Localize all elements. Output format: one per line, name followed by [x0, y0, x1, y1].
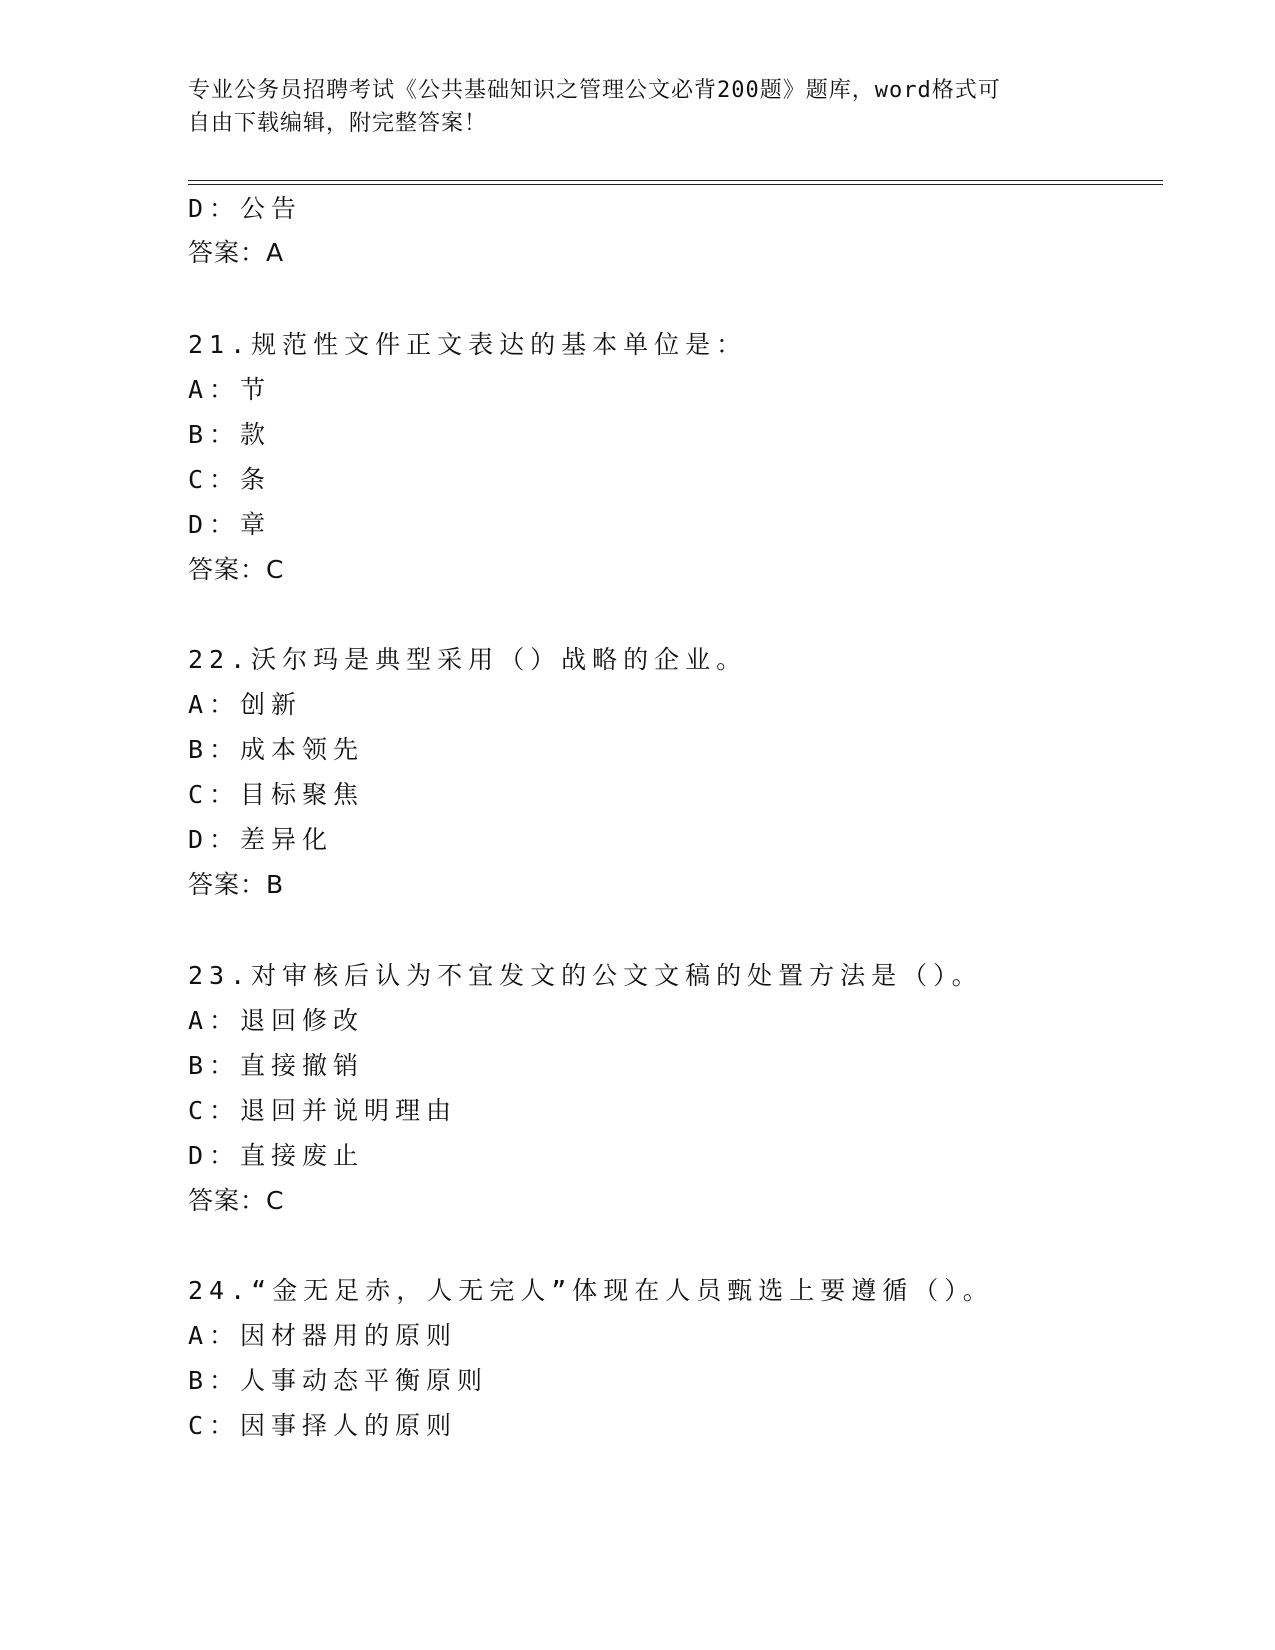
header-divider-top	[188, 180, 1163, 181]
q23-option-a: A：退回修改	[188, 1006, 365, 1035]
q24-option-a: A：因材器用的原则	[188, 1321, 458, 1350]
q22-option-c: C：目标聚焦	[188, 780, 365, 809]
q22-option-a: A：创新	[188, 690, 303, 719]
q21-option-b: B：款	[188, 420, 272, 449]
q23-option-d: D：直接废止	[188, 1141, 365, 1170]
header-divider-bottom	[188, 184, 1163, 185]
document-header	[188, 74, 1088, 140]
q21-answer: 答案：C	[188, 555, 285, 584]
q23-stem: 23.对审核后认为不宜发文的公文文稿的处置方法是（）。	[188, 961, 983, 990]
q24-option-b: B：人事动态平衡原则	[188, 1366, 489, 1395]
q21-option-d: D：章	[188, 510, 272, 539]
q21-option-a: A：节	[188, 375, 272, 404]
header-line-1: 专业公务员招聘考试《公共基础知识之管理公文必背200题》题库，word格式可	[188, 78, 1001, 103]
prev-option-d: D：公告	[188, 194, 303, 223]
q22-answer: 答案：B	[188, 870, 285, 899]
q23-option-b: B：直接撤销	[188, 1051, 365, 1080]
q22-option-d: D：差异化	[188, 825, 334, 854]
q23-option-c: C：退回并说明理由	[188, 1096, 458, 1125]
q23-answer: 答案：C	[188, 1186, 285, 1215]
q22-option-b: B：成本领先	[188, 735, 365, 764]
prev-answer: 答案：A	[188, 238, 285, 267]
q24-stem: 24.“金无足赤，人无完人”体现在人员甄选上要遵循（）。	[188, 1276, 994, 1305]
q21-stem: 21.规范性文件正文表达的基本单位是：	[188, 330, 748, 359]
q21-option-c: C：条	[188, 465, 272, 494]
q22-stem: 22.沃尔玛是典型采用（）战略的企业。	[188, 645, 748, 674]
header-line-2: 自由下载编辑，附完整答案！	[188, 111, 488, 136]
q24-option-c: C：因事择人的原则	[188, 1411, 458, 1440]
